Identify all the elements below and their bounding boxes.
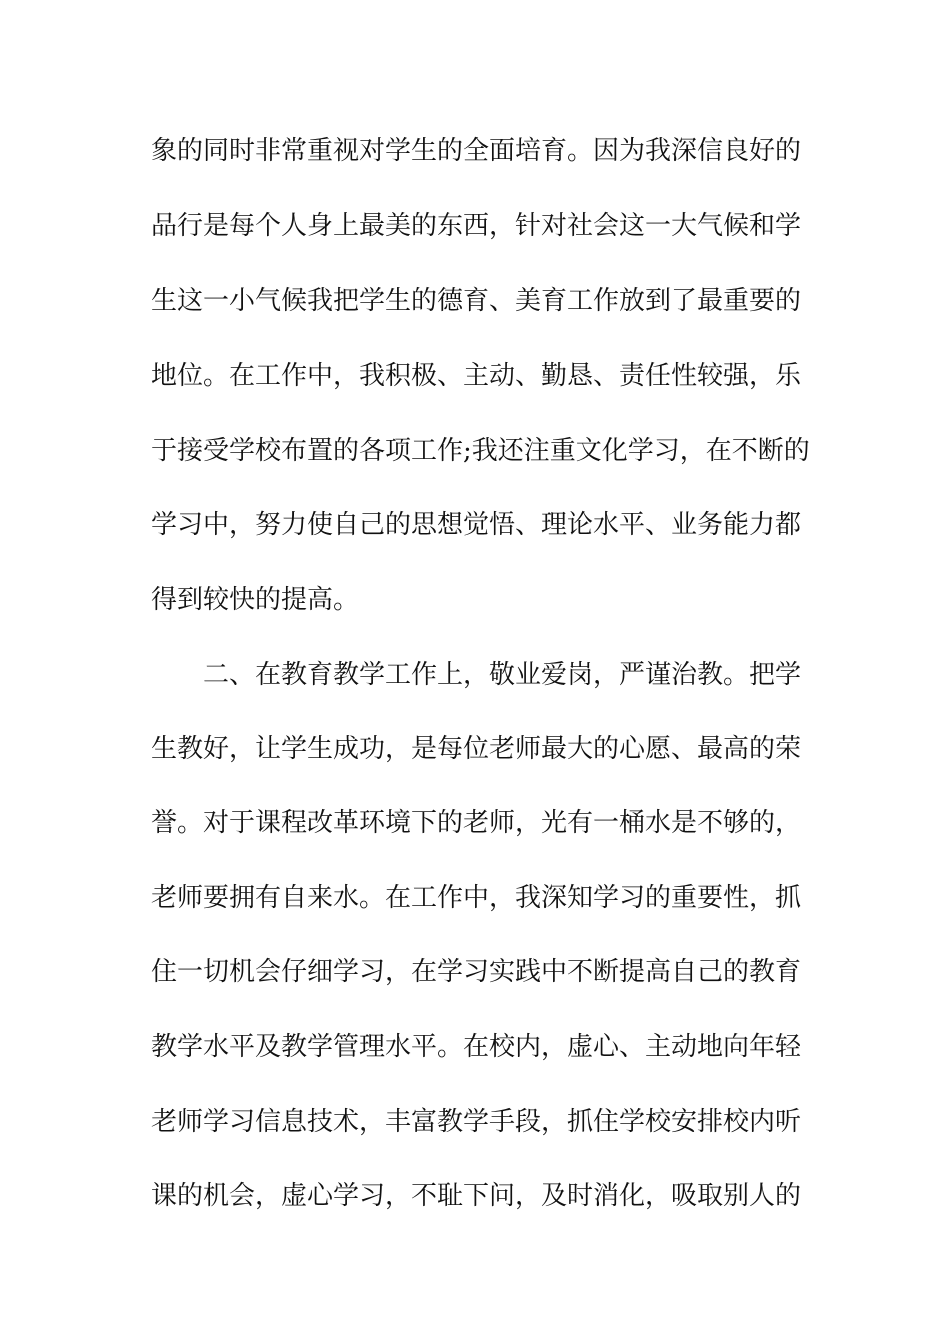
text-line: 誉。对于课程改革环境下的老师，光有一桶水是不够的，	[151, 808, 802, 838]
text-line: 生这一小气候我把学生的德育、美育工作放到了最重要的	[151, 286, 802, 316]
text-line: 生教好，让学生成功，是每位老师最大的心愿、最高的荣	[151, 734, 802, 764]
text-line: 于接受学校布置的各项工作;我还注重文化学习，在不断的	[151, 436, 810, 466]
text-line: 品行是每个人身上最美的东西，针对社会这一大气候和学	[151, 211, 802, 241]
text-line: 教学水平及教学管理水平。在校内，虚心、主动地向年轻	[151, 1032, 802, 1062]
text-line: 老师要拥有自来水。在工作中，我深知学习的重要性，抓	[151, 883, 802, 913]
text-line: 得到较快的提高。	[151, 585, 360, 615]
paragraph-start-line: 二、在教育教学工作上，敬业爱岗，严谨治教。把学	[203, 660, 802, 690]
text-line: 老师学习信息技术，丰富教学手段，抓住学校安排校内听	[151, 1107, 802, 1137]
text-line: 学习中，努力使自己的思想觉悟、理论水平、业务能力都	[151, 510, 802, 540]
text-line: 课的机会，虚心学习，不耻下问，及时消化，吸取别人的	[151, 1181, 802, 1211]
text-line: 住一切机会仔细学习，在学习实践中不断提高自己的教育	[151, 957, 802, 987]
text-line: 地位。在工作中，我积极、主动、勤恳、责任性较强，乐	[151, 361, 802, 391]
text-line: 象的同时非常重视对学生的全面培育。因为我深信良好的	[151, 136, 802, 166]
